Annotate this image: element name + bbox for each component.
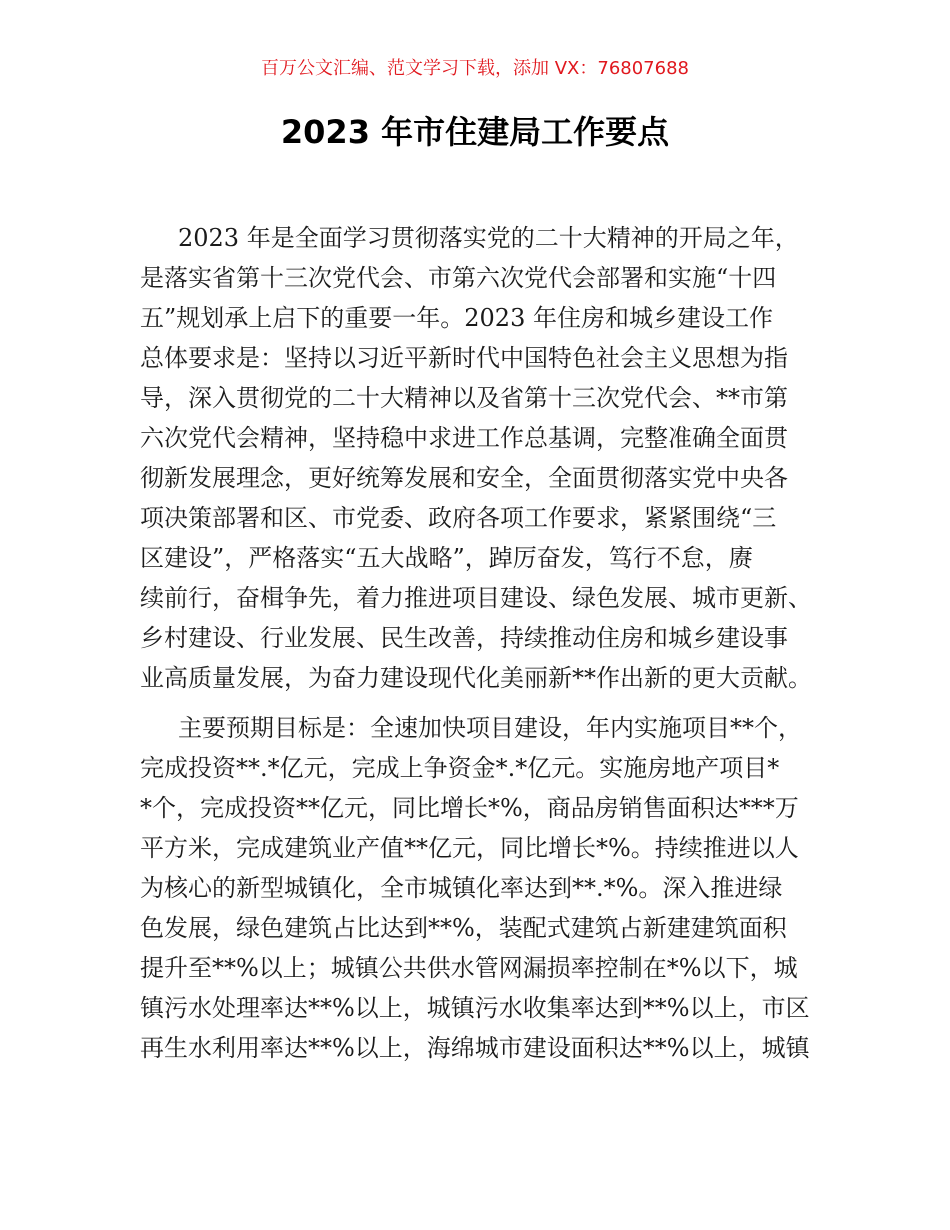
paragraph-line: 主要预期目标是：全速加快项目建设，年内实施项目**个， <box>178 714 802 742</box>
paragraph-line: 是落实省第十三次党代会、市第六次党代会部署和实施“十四 <box>140 264 777 292</box>
paragraph-line: 乡村建设、行业发展、民生改善，持续推动住房和城乡建设事 <box>140 624 788 652</box>
paragraph-intro <box>140 218 830 698</box>
paragraph-line: 镇污水处理率达**%以上，城镇污水收集率达到**%以上，市区 <box>140 994 810 1022</box>
paragraph-line: 续前行，奋楫争先，着力推进项目建设、绿色发展、城市更新、 <box>140 584 812 612</box>
paragraph-line: 为核心的新型城镇化，全市城镇化率达到**.*%。深入推进绿 <box>140 874 783 902</box>
header-note: 百万公文汇编、范文学习下载，添加 VX：76807688 <box>261 58 689 79</box>
paragraph-line: 五”规划承上启下的重要一年。2023 年住房和城乡建设工作 <box>140 304 773 332</box>
paragraph-line: 导，深入贯彻党的二十大精神以及省第十三次党代会、**市第 <box>140 384 788 412</box>
paragraph-line: 再生水利用率达**%以上，海绵城市建设面积达**%以上，城镇 <box>140 1034 810 1062</box>
paragraph-line: 2023 年是全面学习贯彻落实党的二十大精神的开局之年， <box>178 224 799 252</box>
paragraph-line: 色发展，绿色建筑占比达到**%，装配式建筑占新建建筑面积 <box>140 914 787 942</box>
paragraph-line: 区建设”，严格落实“五大战略”，踔厉奋发，笃行不怠，赓 <box>140 544 753 572</box>
document-body <box>140 218 830 1078</box>
paragraph-line: 项决策部署和区、市党委、政府各项工作要求，紧紧围绕“三 <box>140 504 777 532</box>
paragraph-targets <box>140 708 830 1068</box>
paragraph-line: 提升至**%以上；城镇公共供水管网漏损率控制在*%以下，城 <box>140 954 798 982</box>
paragraph-line: 总体要求是：坚持以习近平新时代中国特色社会主义思想为指 <box>140 344 788 372</box>
paragraph-line: 彻新发展理念，更好统筹发展和安全，全面贯彻落实党中央各 <box>140 464 788 492</box>
paragraph-line: *个，完成投资**亿元，同比增长*%，商品房销售面积达***万 <box>140 794 799 822</box>
paragraph-line: 六次党代会精神，坚持稳中求进工作总基调，完整准确全面贯 <box>140 424 788 452</box>
paragraph-line: 完成投资**.*亿元，完成上争资金*.*亿元。实施房地产项目* <box>140 754 780 782</box>
paragraph-line: 业高质量发展，为奋力建设现代化美丽新**作出新的更大贡献。 <box>140 664 812 692</box>
document-title: 2023 年市住建局工作要点 <box>280 113 670 151</box>
paragraph-line: 平方米，完成建筑业产值**亿元，同比增长*%。持续推进以人 <box>140 834 799 862</box>
